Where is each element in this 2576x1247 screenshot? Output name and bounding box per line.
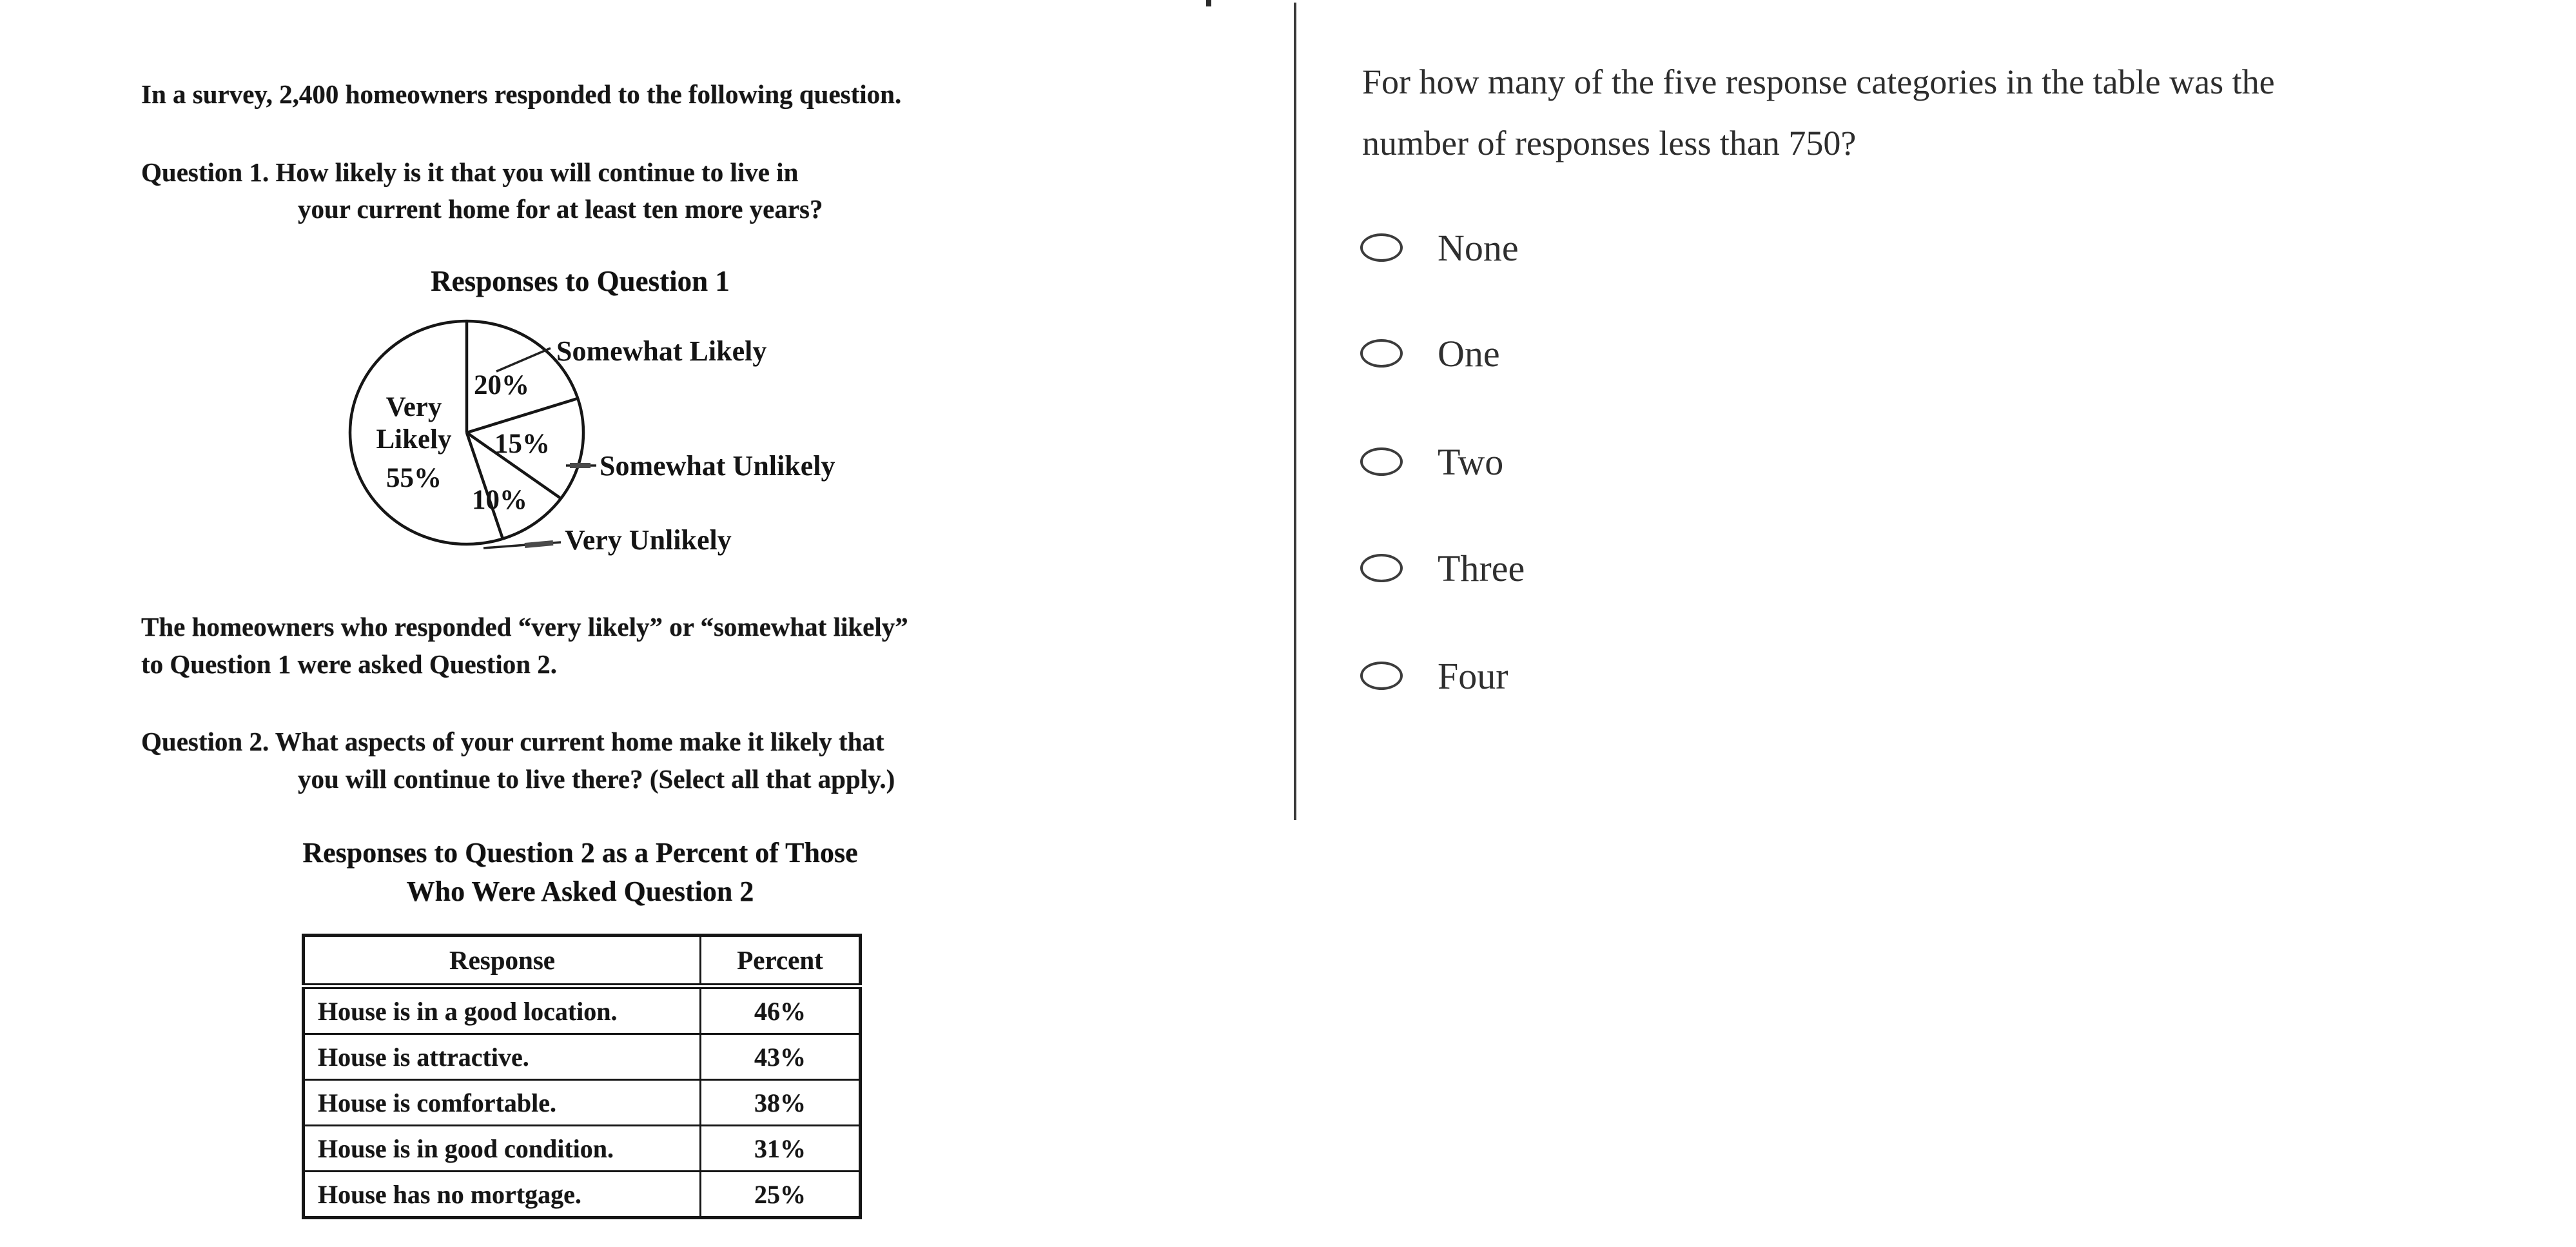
percent-cell: 43%	[701, 1034, 861, 1080]
table-row	[304, 987, 861, 1034]
percent-cell: 38%	[701, 1080, 861, 1126]
option-label: Four	[1438, 654, 1508, 697]
top-tick-mark	[1206, 0, 1211, 6]
option-label: Three	[1438, 547, 1525, 589]
responses-table	[302, 934, 862, 1219]
option-label: Two	[1438, 440, 1504, 483]
option-row-two[interactable]	[1360, 440, 1503, 483]
radio-button-one[interactable]	[1360, 339, 1403, 368]
option-row-none[interactable]	[1360, 226, 1519, 269]
pie-label-very-likely-1: Very	[385, 392, 442, 422]
question-stem-line-1: For how many of the five response categories in the table was the	[1362, 63, 2275, 101]
bridge-text-line-2: to Question 1 were asked Question 2.	[141, 649, 558, 679]
response-cell: House has no mortgage.	[304, 1172, 701, 1218]
panel-divider	[1294, 3, 1296, 820]
leader-dash-very-unlikely	[525, 543, 553, 545]
table-title-line-2: Who Were Asked Question 2	[406, 876, 754, 907]
table-row	[304, 1172, 861, 1218]
response-cell: House is attractive.	[304, 1034, 701, 1080]
pie-label-somewhat-unlikely-pct: 15%	[494, 429, 550, 459]
passage-intro: In a survey, 2,400 homeowners responded to the following question.	[141, 79, 902, 109]
response-cell: House is in a good location.	[304, 987, 701, 1034]
question-1-line-1: Question 1. How likely is it that you will continue to live in	[141, 157, 799, 187]
pie-label-somewhat-likely-pct: 20%	[474, 370, 529, 400]
callout-somewhat-likely: Somewhat Likely	[556, 335, 767, 367]
response-cell: House is in good condition.	[304, 1126, 701, 1172]
question-2-line-1: Question 2. What aspects of your current home make it likely that	[141, 727, 884, 756]
percent-cell: 46%	[701, 987, 861, 1034]
pie-label-very-likely-3: 55%	[386, 463, 442, 493]
option-row-one[interactable]	[1360, 332, 1500, 375]
option-row-three[interactable]	[1360, 547, 1525, 589]
column-header-response: Response	[304, 936, 701, 987]
table-header-row	[304, 936, 861, 987]
radio-button-three[interactable]	[1360, 554, 1403, 582]
callout-very-unlikely: Very Unlikely	[565, 524, 732, 556]
radio-button-none[interactable]	[1360, 233, 1403, 262]
option-label: One	[1438, 332, 1500, 375]
option-row-four[interactable]	[1360, 654, 1508, 697]
pie-label-very-unlikely-pct: 10%	[472, 485, 527, 515]
pie-chart-title: Responses to Question 1	[431, 265, 730, 297]
callout-somewhat-unlikely: Somewhat Unlikely	[600, 450, 835, 482]
radio-button-two[interactable]	[1360, 447, 1403, 476]
table-row	[304, 1126, 861, 1172]
radio-button-four[interactable]	[1360, 662, 1403, 690]
bridge-text-line-1: The homeowners who responded “very likely” or “somewhat likely”	[141, 612, 908, 642]
table-row	[304, 1034, 861, 1080]
question-1-line-2: your current home for at least ten more years?	[298, 194, 823, 224]
percent-cell: 25%	[701, 1172, 861, 1218]
option-label: None	[1438, 226, 1519, 269]
pie-label-very-likely-2: Likely	[376, 424, 452, 455]
pie-chart	[309, 258, 903, 593]
question-stem-line-2: number of responses less than 750?	[1362, 124, 1857, 162]
percent-cell: 31%	[701, 1126, 861, 1172]
table-row	[304, 1080, 861, 1126]
response-cell: House is comfortable.	[304, 1080, 701, 1126]
table-title-line-1: Responses to Question 2 as a Percent of Those	[302, 837, 858, 869]
question-2-line-2: you will continue to live there? (Select all that apply.)	[298, 764, 895, 794]
column-header-percent: Percent	[701, 936, 861, 987]
